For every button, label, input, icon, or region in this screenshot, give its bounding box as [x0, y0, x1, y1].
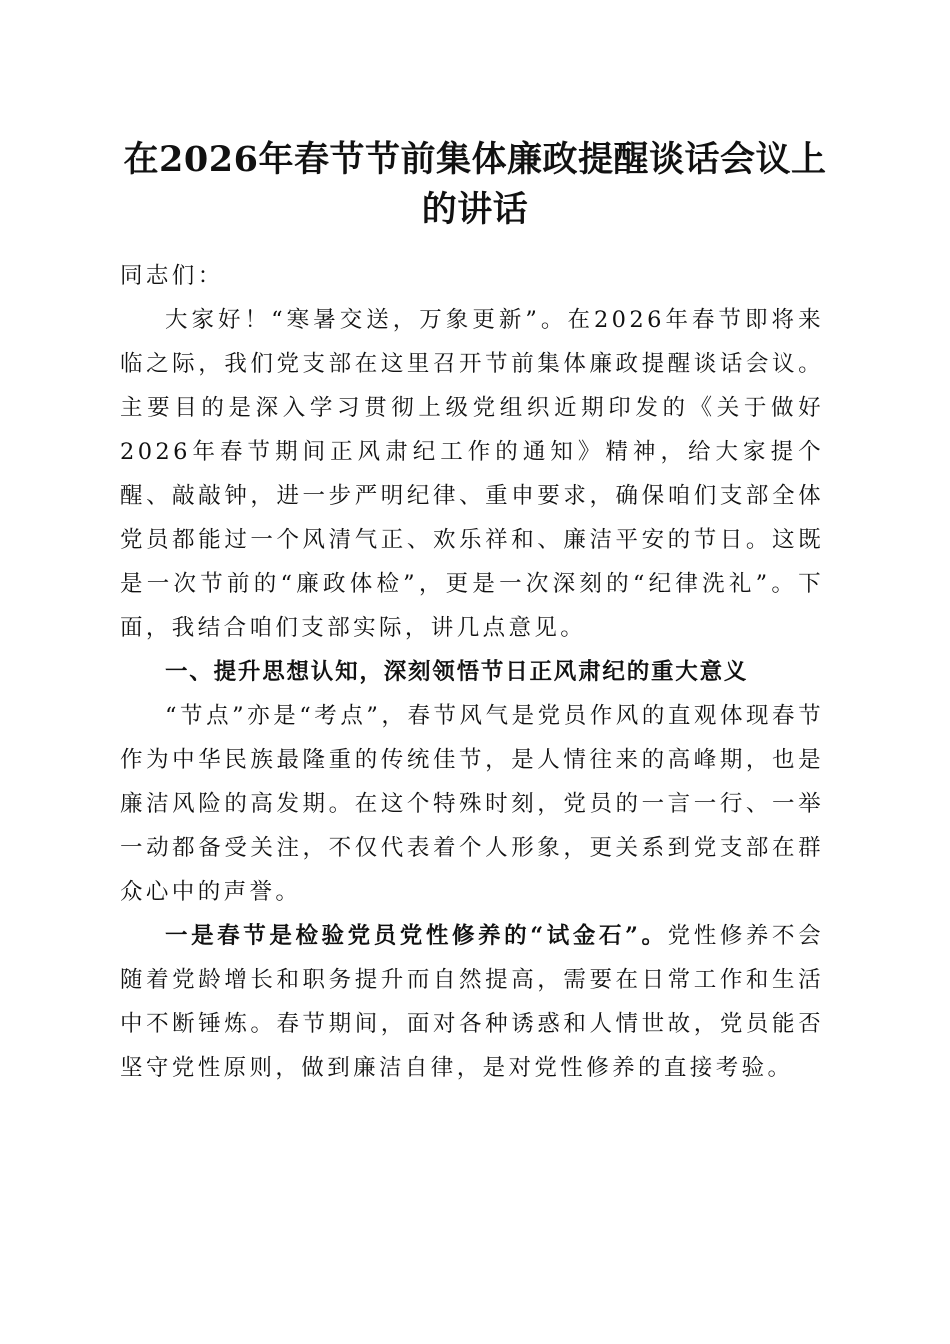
- document-title: 在2026年春节节前集体廉政提醒谈话会议上的讲话: [123, 139, 827, 230]
- section-paragraph: “节点”亦是“考点”，春节风气是党员作风的直观体现春节作为中华民族最隆重的传统佳节，是人情往来的高峰期，也是廉洁风险的高发期。在这个特殊时刻，党员的一言一行、一举一动都备受关注，不仅代表着个人形象，更关系到党支部在群众心中的声誉。: [120, 703, 824, 905]
- point-body: 党性修养不会随着党龄增长和职务提升而自然提高，需要在日常工作和生活中不断锤炼。春节期间，面对各种诱惑和人情世故，党员能否坚守党性原则，做到廉洁自律，是对党性修养的直接考验。: [120, 923, 824, 1081]
- opening-paragraph: 大家好！“寒暑交送，万象更新”。在2026年春节即将来临之际，我们党支部在这里召开节前集体廉政提醒谈话会议。主要目的是深入学习贯彻上级党组织近期印发的《关于做好2026年春节期间正风肃纪工作的通知》精神，给大家提个醒、敲敲钟，进一步严明纪律、重申要求，确保咱们支部全体党员都能过一个风清气正、欢乐祥和、廉洁平安的节日。这既是一次节前的“廉政体检”，更是一次深刻的“纪律洗礼”。下面，我结合咱们支部实际，讲几点意见。: [120, 307, 824, 641]
- point-paragraph: [120, 914, 824, 1090]
- salutation: 同志们：: [120, 263, 224, 289]
- section-heading: 一、提升思想认知，深刻领悟节日正风肃纪的重大意义: [165, 659, 749, 685]
- point-lead: 一是春节是检验党员党性修养的“试金石”。: [165, 923, 668, 949]
- document-body: [120, 254, 824, 1090]
